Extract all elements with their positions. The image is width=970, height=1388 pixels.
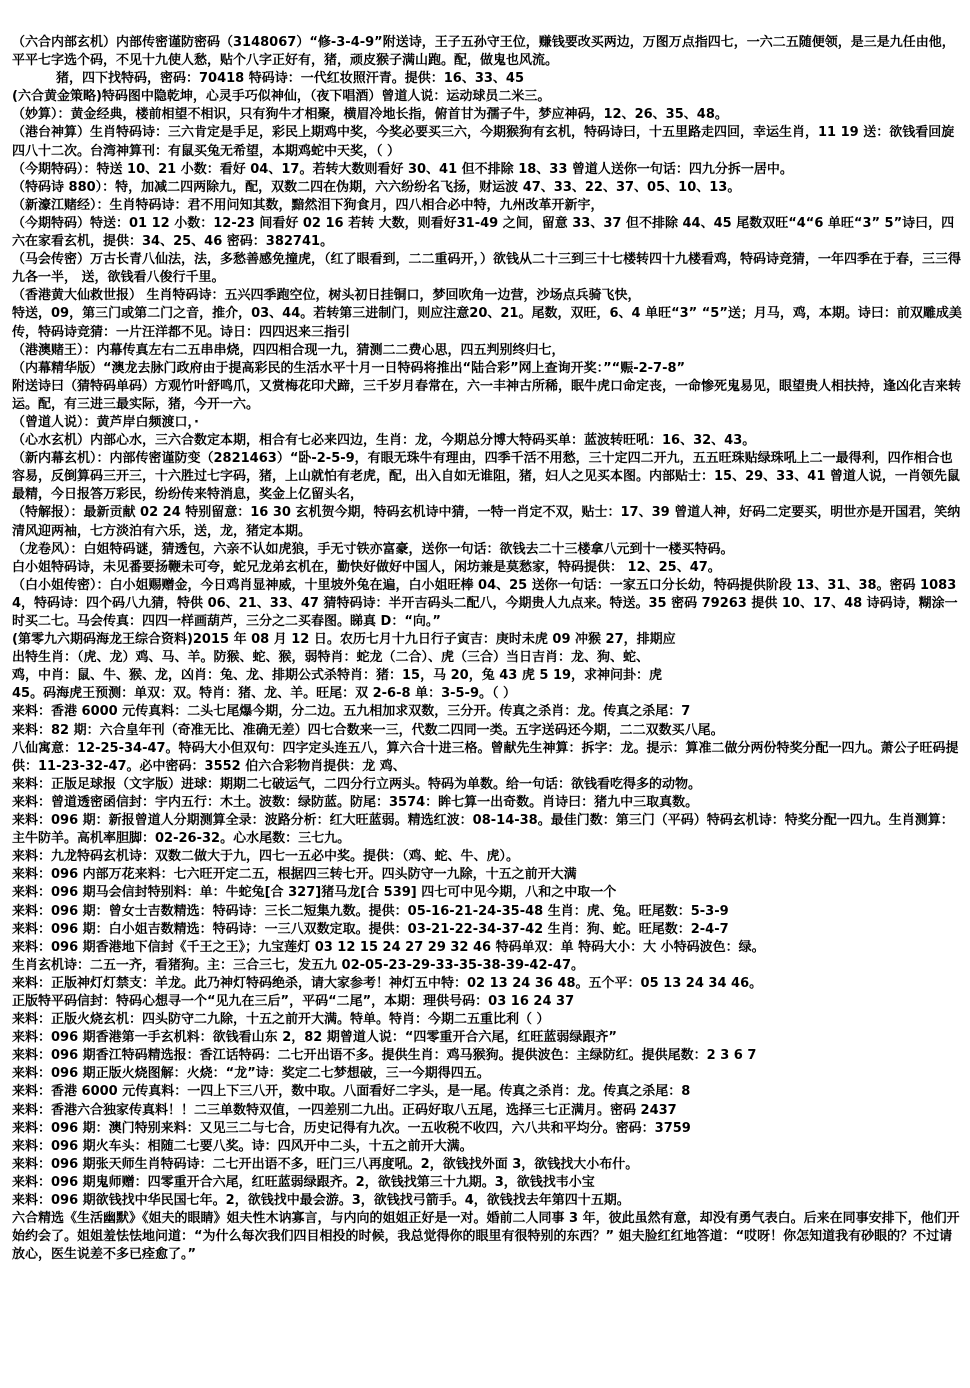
text-line: 来料：096 期：澳门特别来料：又见三二与七合，历史记得有九次。一五收税不收四，六八共和平均分。密码：3759 xyxy=(12,1120,691,1136)
text-line: （内幕精华版）“澳龙去脉门政府由于提高彩民的生活水平十月一日特码将推出“陆合彩”网上查询开奖：”“赈-2-7-8” xyxy=(12,360,686,376)
text-line: （特码诗 880）：特，加减二四两除九，配，双数二四在伪期，六六纷纷名飞扬，财运波 47、33、22、37、05、10、13。 xyxy=(12,179,741,195)
text-line: 来料：096 期：新报曾道人分期测算全录：波路分析：红大旺蓝弱。精选红波：08-14-38。最佳门数：第三门（平码）特码玄机诗：特奖分配一四九。生肖测算：主牛防羊。高机率胆脚：02-26-32。心水尾数：三七九。 xyxy=(12,813,954,847)
text-line: 来料：正版神灯灯禁支：羊龙。此乃神灯特码绝杀，请大家参考！神灯五中特：02 13 24 36 48。五个平：05 13 24 34 46。 xyxy=(12,975,763,991)
text-line: （白小姐传密）：白小姐赐赠金，今日鸡肖显神威，十里坡外兔在遍，白小姐旺棒 04、25 送你一句话：一家五口分长幼，特码提供阶段 13、31、38。密码 10834，特码诗：四个码八九猜，特供 06、21、33、47 猜特码诗：半开吉码头二配八，今期贵人九点来。特送。35 密码 79263 提供 10、17、48 诗码诗，糊涂一时买二七。马会传真：四四一样画葫芦，三分之二买春图。睇真 D：“向。” xyxy=(12,577,958,629)
text-line: 附送诗曰（猜特码单码）方观竹叶舒鸣爪，又赏梅花印犬蹄，三千岁月春常在，六一丰神古所稀，眠牛虎口命定丧，一命惨死鬼易见，眼望贵人相扶持，逢凶化吉来转运。配，有三进三最实际，猪，今开一六。 xyxy=(12,378,962,412)
text-line: 来料：曾道透密函信封：宇内五行：木土。波数：绿防蓝。防尾：3574：眸七算一出奇数。肖诗曰：猪九中三取真数。 xyxy=(12,794,699,810)
text-line: 来料：82 期：六合皇年刊（奇准无比、准确无差）四七合数来一三，代数二四同一类。五字送码还今期，二二双数买八尾。 xyxy=(12,722,724,738)
text-line: 生肖玄机诗：二五一齐，看猪狗。主：三合三七，发五九 02-05-23-29-33-35-38-39-42-47。 xyxy=(12,957,584,973)
text-line: （今期特码）：特送 10、21 小数：看好 04、17。若转大数则看好 30、41 但不排除 18、33 曾道人送你一句话：四九分拆一居中。 xyxy=(12,161,793,177)
text-line: 来料：香港 6000 元传真料：一四上下三八开，数中取。八面看好二字头，是一尾。传真之杀肖：龙。传真之杀尾：8 xyxy=(12,1084,691,1100)
text-line: （今期特码）特送：01 12 小数：12-23 间看好 02 16 若转 大数，则看好31-49 之间，留意 33、37 但不排除 44、45 尾数双旺“4“6 单旺“3” 5”诗曰，四六在家看玄机，提供：34、25、46 密码：382741。 xyxy=(12,215,955,250)
text-line: 来料：096 期：曾女士吉数精选：特码诗：三长二短集九数。提供：05-16-21-24-35-48 生肖：虎、兔。旺尾数：5-3-9 xyxy=(12,903,729,919)
text-line: 来料：香港六合独家传真料！！二三单数特双值，一四差别二九出。正码好取八五尾，选择三七正满月。密码 2437 xyxy=(12,1102,677,1118)
text-line: 六合精选《生活幽默》《姐夫的眼睛》姐夫性木讷寡言，与内向的姐姐正好是一对。婚前二人同事 3 年，彼此虽然有意，却没有勇气表白。后来在同事安排下，他们开始约会了。姐姐羞怯怯地问道：“为什么每次我们四目相投的时候，我总觉得你的眼里有很特别的东西？” 姐夫脸红红地答道：“哎呀！你怎知道我有砂眼的？不过请放心，医生说差不多已痊愈了。” xyxy=(12,1211,960,1263)
text-line: 猪，四下找特码，密码：70418 特码诗：一代红妆照汗青。提供：16、33、45 xyxy=(56,71,525,87)
text-line: （港澳赌王）：内幕传真左右二五串串烧，四四相合现一九，猜测二二费心思，四五判别终归七， xyxy=(12,342,565,358)
text-line: 来料：香港 6000 元传真料：二头七尾爆今期，分二边。五九相加求双数，三分开。传真之杀肖：龙。传真之杀尾：7 xyxy=(12,704,691,720)
text-line: （新内幕玄机）：内部传密谨防变（2821463）“卧-2-5-9，有眼无珠牛有理由，四季千活不用愁，三十定四二开九，五五旺珠贴绿珠吼上二一最得利，四作相合也容易，反倒算码三开三，十六胜过七字码，猪，上山就怕有老虎，配，出入自如无谁阻，猪，妇人之见买本图。内部贴士：15、29、33、41 曾道人说，一肖领先鼠最精，今日报答万彩民，纷纷传来特消息，奖金上亿留头名， xyxy=(12,451,960,503)
text-line: 来料：096 内部万花来料：七六旺开定二五，根据四三转七开。四头防守一九除，十五之前开大满 xyxy=(12,867,577,883)
text-line: 来料：096 期张天师生肖特码诗：二七开出语不多，旺门三八再度吼。2，欲钱找外面 3，欲钱找大小布什。 xyxy=(12,1156,639,1172)
text-line: （妙算）：黄金经典，楼前相望不相识，只有狗牛才相聚，横眉冷地长指，俯首甘为孺子牛，梦应神码，12、26、35、48。 xyxy=(12,107,728,123)
text-line: （香港黄大仙救世报） 生肖特码诗：五兴四季跑空位，树头初日挂铜口，梦回吹角一边营，沙场点兵骑飞快， xyxy=(12,288,641,304)
text-line: 来料：096 期欲钱找中华民国七年。2，欲钱找中最会游。3，欲钱找弓箭手。4，欲钱找去年第四十五期。 xyxy=(12,1193,630,1208)
text-line: 来料：096 期香江特码精选报：香江话特码：二七开出语不多。提供生肖：鸡马猴狗。提供波色：主绿防红。提供尾数：2 3 6 7 xyxy=(12,1048,757,1064)
text-line: 来料：正版火烧玄机：四头防守二九除，十五之前开大满。特单。特肖：今期二五重比利（ ） xyxy=(12,1012,550,1028)
text-line: 来料：096 期火车头：相随二七要八奖。诗：四风开中二头，十五之前开大满。 xyxy=(12,1138,473,1154)
text-line: （港台神算）生肖特码诗：三六肯定是手足，彩民上期鸡中奖，今奖必要买三六，今期猴狗有玄机，特码诗曰，十五里路走四回，幸运生肖，11 19 送：欲钱看回旋四八十二次。台湾神算刊：有鼠买兔无希望，本期鸡蛇中天奖，（ ） xyxy=(12,125,955,159)
text-line: （马会传密）万古长青八仙法，法，多愁善感免撞虎，（红了眼看到，二二重码开，）欲钱从二十三到三十七楼转四十九楼看鸡，特码诗竞猜，一年四季在于春，三三得九各一半， 送，欲钱看八俊行千里。 xyxy=(12,252,962,286)
text-line: 出特生肖：（虎、龙）鸡、马、羊。防猴、蛇、猴，弱特肖：蛇龙（二合）、虎（三合）当日吉肖：龙、狗、蛇、 xyxy=(12,650,650,666)
text-line: （心水玄机）内部心水，三六合数定本期，相合有七必来四边，生肖：龙，今期总分博大特码买单：蓝波转旺吼：16、32、43。 xyxy=(12,433,756,449)
text-line: (第零九六期码海龙王综合资料)2015 年 08 月 12 日。农历七月十九日行子寅吉：庚时未虎 09 冲猴 27，排期应 xyxy=(12,632,676,648)
text-line: 八仙寓意：12-25-34-47。特码大小但双句：四字定头连五八，算六合十进三格。曾献先生神算：拆字：龙。提示：算准二做分两份特奖分配一四九。萧公子旺码提供：11-23-32-47。必中密码：3552 伯六合彩物肖提供：龙 鸡、 xyxy=(12,740,959,774)
text-line: 来料：096 期香港地下信封《千王之王》；九宝莲灯 03 12 15 24 27 29 32 46 特码单双：单 特码大小：大 小特码波色：绿。 xyxy=(12,939,765,955)
text-line: 来料：096 期正版火烧图解：火烧：“龙”诗：奖定二七梦想破，三一今期得四五。 xyxy=(12,1066,490,1082)
text-line: 来料：正版足球报（文字版）进球：期期二七破运气，二四分行立两头。特码为单数。给一句话：欲钱看吃得多的动物。 xyxy=(12,776,702,792)
text-line: 特送，09，第三门或第二门之音，推介，03、44。若转第三进制门，则应注意20、21。尾数，双旺，6、4 单旺“3” “5”送；月马，鸡，本期。诗曰：前双雕成美传，特码诗竞猜：一片汪洋都不见。诗日：四四迟来三指引 xyxy=(12,306,962,340)
text-line: 来料：096 期香港第一手玄机料：欲钱看山东 2，82 期曾道人说：“四零重开合六尾，红旺蓝弱绿跟齐” xyxy=(12,1030,617,1046)
text-line: （龙卷风）：白姐特码谜，猜透包，六亲不认如虎狼，手无寸铁亦富豪，送你一句话：欲钱去二十三楼拿八元到十一楼买特码。 xyxy=(12,541,734,557)
text-line: 白小姐特码诗，未见番要扬鞭未可夸，蛇兄龙弟玄机在，勤快好做好中国人，闲坊兼是莫愁家，特码提供： 12、25、47。 xyxy=(12,559,721,575)
text-line: 来料：096 期鬼师赠：四零重开合六尾，红旺蓝弱绿跟齐。2，欲钱找第三十九期。3，欲钱找韦小宝 xyxy=(12,1174,595,1190)
text-line: 来料：096 期：白小姐吉数精选：特码诗：一三八双数定取。提供：03-21-22-34-37-42 生肖：狗、蛇。旺尾数：2-4-7 xyxy=(12,921,729,937)
text-line: （特解报）：最新贡献 02 24 特别留意：16 30 玄机贺今期，特码玄机诗中猜，一特一肖定不双，贴士：17、39 曾道人神，好码二定要买，明世亦是开国君，笑纳清风迎两袖，七方淡泊有六乐，送，龙，猪定本期。 xyxy=(12,505,961,539)
text-line: 正版特平码信封：特码心想寻一个“见九在三后”，平码“二尾”，本期：理供号码：03 16 24 37 xyxy=(12,993,575,1009)
text-line: 来料：096 期马会信封特别料：单：牛蛇兔[合 327]猪马龙[合 539] 四七可中见今期，八和之中取一个 xyxy=(12,885,617,901)
text-line: （六合内部玄机）内部传密谨防密码（3148067）“修-3-4-9”附送诗，王子五孙守王位，赚钱要改买两边，万图万点指四七，一六二五随便领，是三是九任由他，平平七字选个码，不见十九使人愁，贴个八字正好有，猪，顽皮猴子满山跑。配，做鬼也风流。 xyxy=(12,35,955,69)
text-line: (六合黄金策略)特码图中隐乾坤，心灵手巧似神仙，（夜下唱酒）曾道人说：运动球员二米三。 xyxy=(12,89,551,105)
text-line: 鸡，中肖：鼠、牛、猴、龙，凶肖：兔、龙、排期公式杀特肖：猪：15，马 20，兔 43 虎 5 19，求神问卦：虎 xyxy=(12,668,663,684)
text-line: 来料：九龙特码玄机诗：双数二做大于九，四七一五必中奖。提供：（鸡、蛇、牛、虎）。 xyxy=(12,849,520,865)
text-line: （曾道人说）：黄芦岸白频渡口，· xyxy=(12,414,199,430)
text-line: （新濠江赌经）：生肖特码诗：君不用问知其数，黯然泪下狗食月，四八相合必中特，九州改革开新宇， xyxy=(12,197,604,213)
text-line: 45。码海虎王预测：单双：双。特肖：猪、龙、羊。旺尾：双 2-6-8 单：3-5-9。（ ） xyxy=(12,686,517,702)
